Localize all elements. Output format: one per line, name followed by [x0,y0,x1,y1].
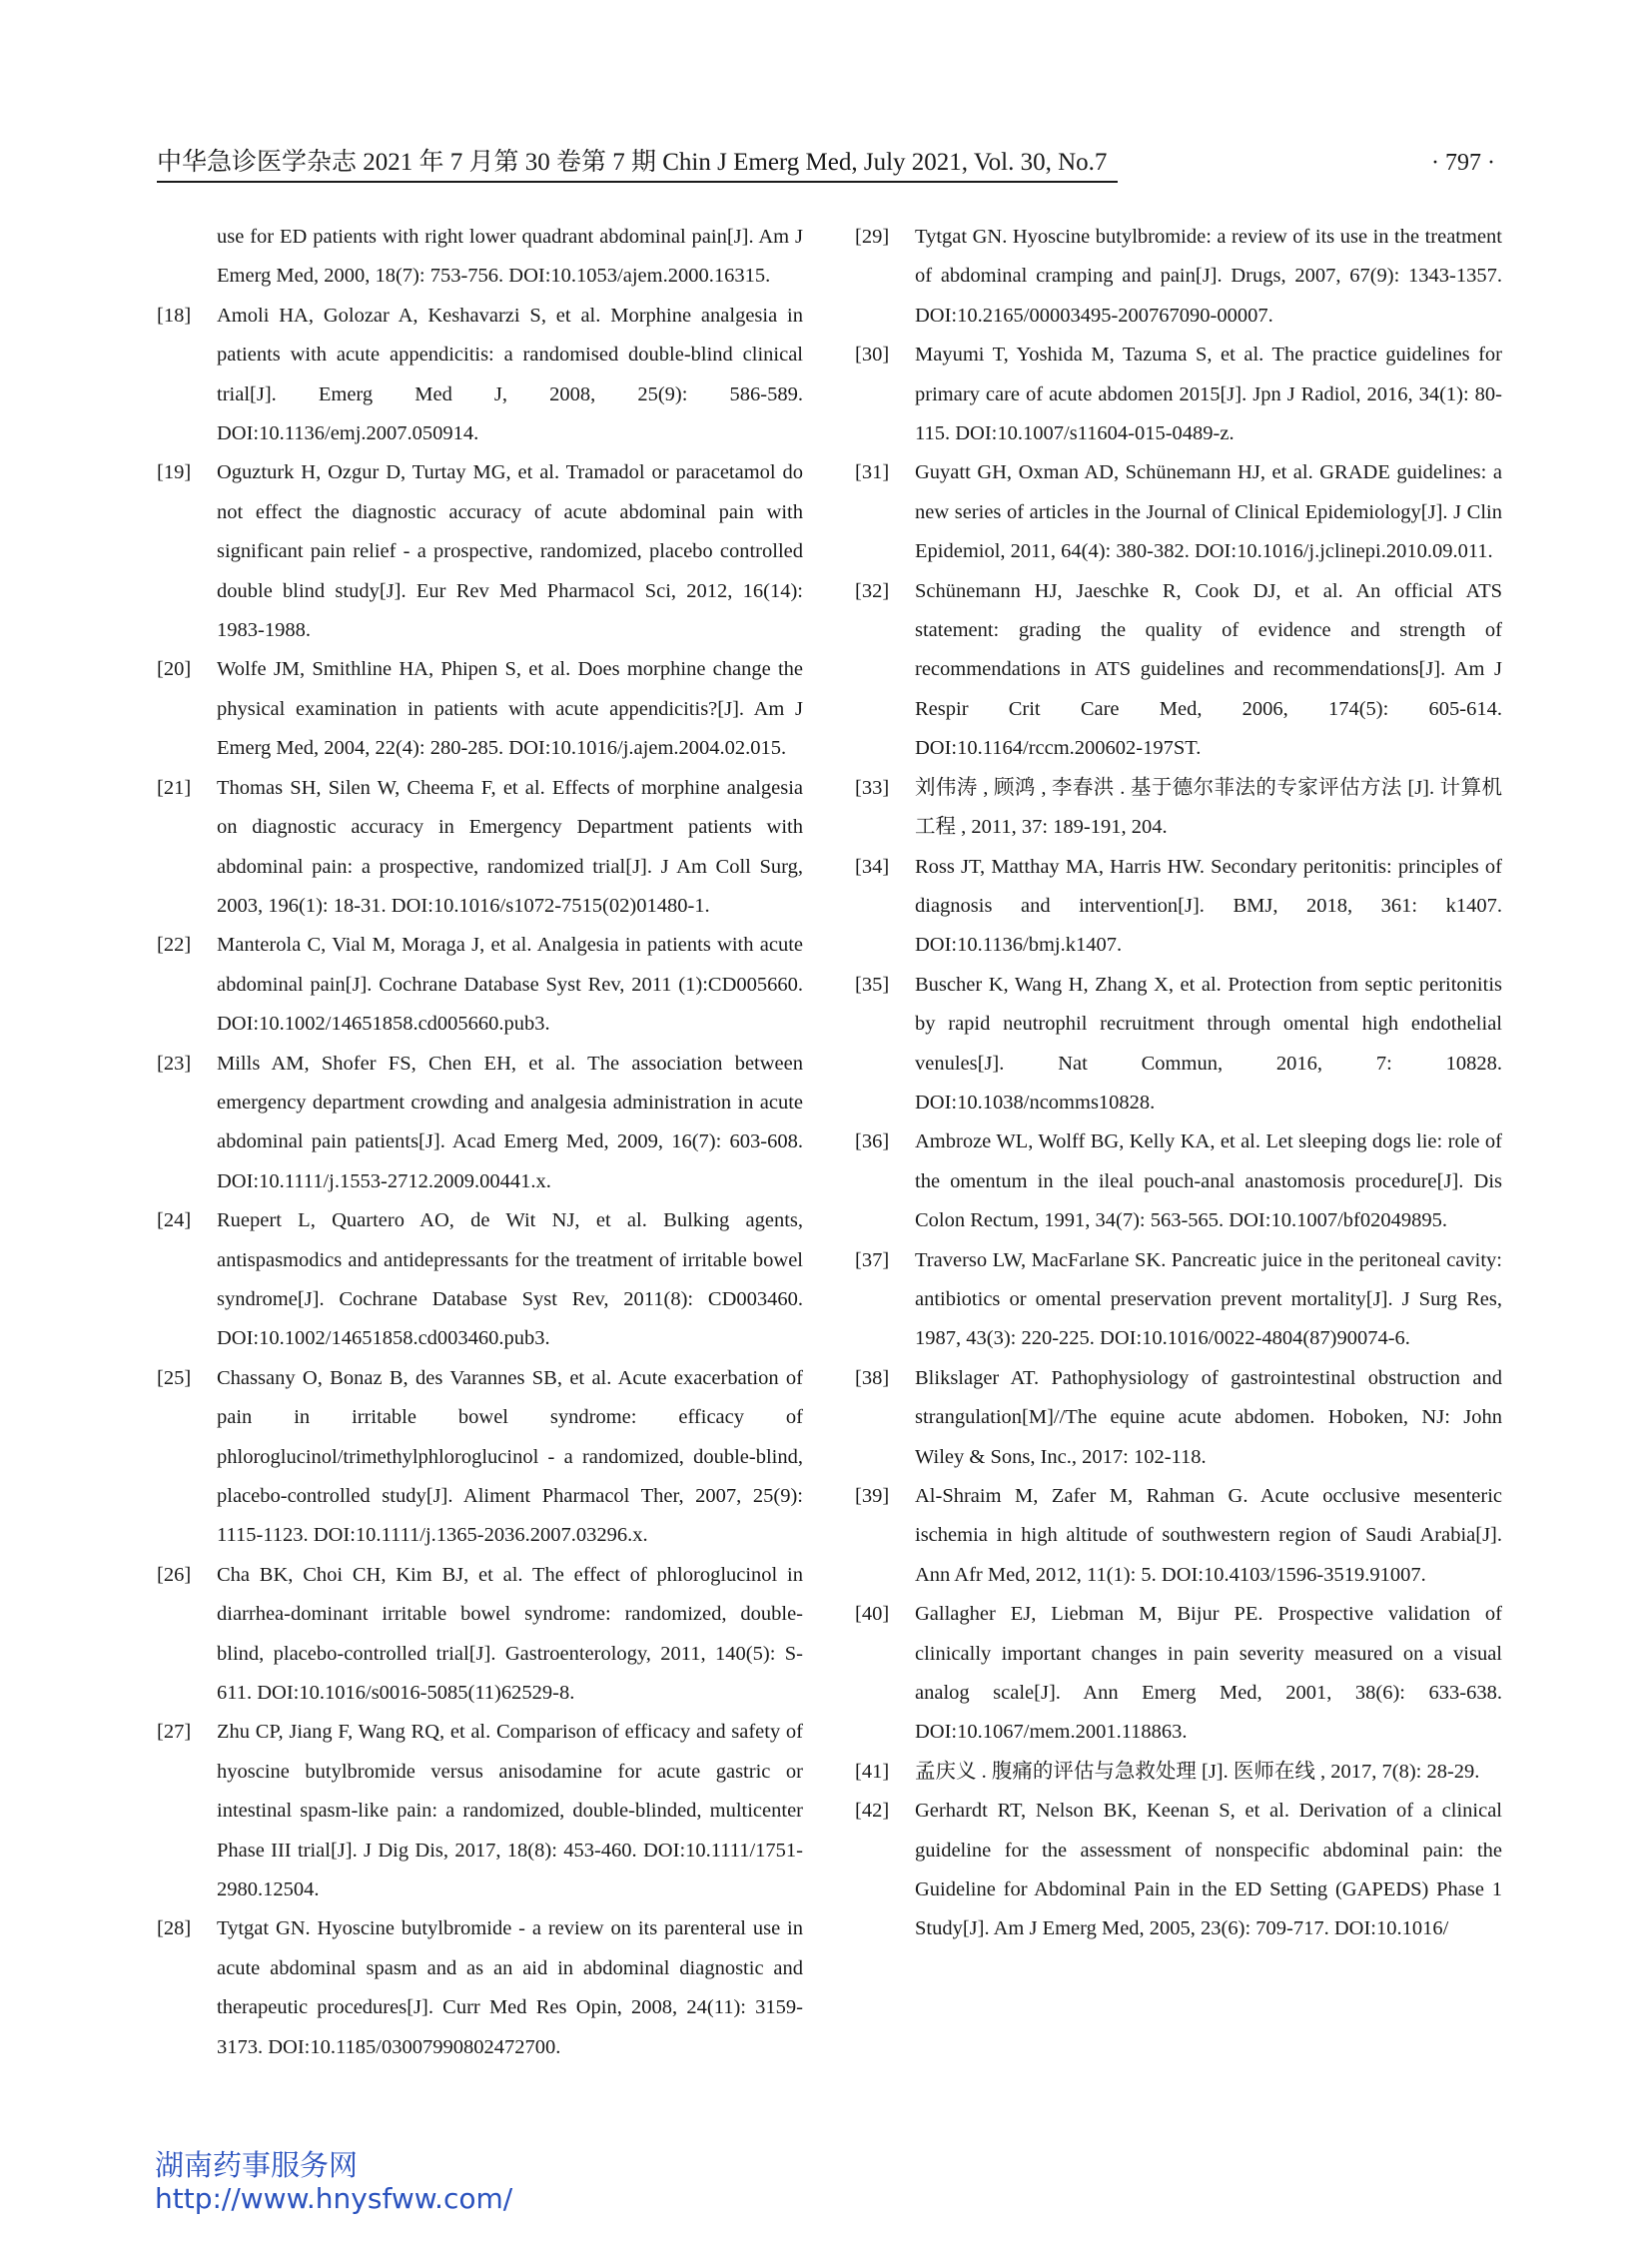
reference-number: [30] [855,344,890,367]
reference-text: Cha BK, Choi CH, Kim BJ, et al. The effect of phloroglucinol in diarrhea-dominant irritable bowel syndrome: randomized, double-blind, placebo-controlled trial[J]. Gastroenterology, 2011, 140(5): S-611. DOI:10.1016/s0016-5085(11)62529-8. [217,1563,803,1705]
reference-text: Guyatt GH, Oxman AD, Schünemann HJ, et al. GRADE guidelines: a new series of articles in the Journal of Clinical Epidemiology[J]. J Clin Epidemiol, 2011, 64(4): 380-382. DOI:10.1016/j.jclinepi.2010.09.011. [915,461,1502,563]
reference-item [855,1359,1502,1477]
reference-item [855,848,1502,966]
reference-item [855,966,1502,1123]
reference-number: [37] [855,1248,890,1271]
reference-number: [24] [157,1209,192,1232]
reference-text: Tytgat GN. Hyoscine butylbromide - a review on its parenteral use in acute abdominal spasm and as an aid in abdominal diagnostic and therapeutic procedures[J]. Curr Med Res Opin, 2008, 24(11): 3159-3173. DOI:10.1185/03007990802472700. [217,1917,803,2058]
reference-text: Wolfe JM, Smithline HA, Phipen S, et al. Does morphine change the physical examination in patients with acute appendicitis?[J]. Am J Emerg Med, 2004, 22(4): 280-285. DOI:10.1016/j.ajem.2004.02.015. [217,658,803,760]
site-name: 湖南药事服务网 [155,2148,359,2182]
reference-item [855,1792,1502,1949]
reference-item [157,926,803,1044]
reference-text: Manterola C, Vial M, Moraga J, et al. Analgesia in patients with acute abdominal pain[J]. Cochrane Database Syst Rev, 2011 (1):CD005660. DOI:10.1002/14651858.cd005660.pub3. [217,934,803,1036]
reference-item [157,650,803,768]
reference-text: Tytgat GN. Hyoscine butylbromide: a review of its use in the treatment of abdominal cramping and pain[J]. Drugs, 2007, 67(9): 1343-1357. DOI:10.2165/00003495-200767090-00007. [915,226,1502,327]
reference-text: Mills AM, Shofer FS, Chen EH, et al. The association between emergency department crowding and analgesia administration in acute abdominal pain patients[J]. Acad Emerg Med, 2009, 16(7): 603-608. DOI:10.1111/j.1553-2712.2009.00441.x. [217,1052,803,1192]
reference-text: Amoli HA, Golozar A, Keshavarzi S, et al. Morphine analgesia in patients with acute appendicitis: a randomised double-blind clinical trial[J]. Emerg Med J, 2008, 25(9): 586-589. DOI:10.1136/emj.2007.050914. [217,304,803,445]
reference-continuation: use for ED patients with right lower quadrant abdominal pain[J]. Am J Emerg Med, 2000, 18(7): 753-756. DOI:10.1053/ajem.2000.16315. [217,226,803,288]
reference-text: Chassany O, Bonaz B, des Varannes SB, et al. Acute exacerbation of pain in irritable bowel syndrome: efficacy of phloroglucinol/trimethylphloroglucinol - a randomized, double-blind, placebo-controlled study[J]. Aliment Pharmacol Ther, 2007, 25(9): 1115-1123. DOI:10.1111/j.1365-2036.2007.03296.x. [217,1366,803,1547]
reference-number: [39] [855,1485,890,1507]
reference-text: 刘伟涛 , 顾鸿 , 李春洪 . 基于德尔菲法的专家评估方法 [J]. 计算机工程 , 2011, 37: 189-191, 204. [915,776,1502,839]
reference-number: [42] [855,1800,890,1823]
reference-number: [38] [855,1366,890,1389]
page-number: · 797 · [1431,150,1495,176]
reference-number: [28] [157,1917,192,1940]
reference-number: [20] [157,658,192,681]
reference-number: [19] [157,461,192,484]
site-url-link[interactable]: http://www.hnysfww.com/ [155,2182,513,2215]
reference-text: 孟庆义 . 腹痛的评估与急救处理 [J]. 医师在线 , 2017, 7(8): 28-29. [915,1760,1480,1783]
reference-item [855,1122,1502,1240]
reference-text: Ross JT, Matthay MA, Harris HW. Secondary peritonitis: principles of diagnosis and intervention[J]. BMJ, 2018, 361: k1407. DOI:10.1136/bmj.k1407. [915,855,1502,957]
reference-number: [27] [157,1721,192,1744]
reference-text: Blikslager AT. Pathophysiology of gastrointestinal obstruction and strangulation[M]//The equine acute abdomen. Hoboken, NJ: John Wiley & Sons, Inc., 2017: 102-118. [915,1366,1502,1468]
reference-text: Oguzturk H, Ozgur D, Turtay MG, et al. Tramadol or paracetamol do not effect the diagnostic accuracy of acute abdominal pain with significant pain relief - a prospective, randomized, placebo controlled double blind study[J]. Eur Rev Med Pharmacol Sci, 2012, 16(14): 1983-1988. [217,461,803,642]
reference-item [157,1359,803,1556]
reference-item [157,1713,803,1909]
reference-text: Zhu CP, Jiang F, Wang RQ, et al. Comparison of efficacy and safety of hyoscine butylbromide versus anisodamine for acute gastric or intestinal spasm-like pain: a randomized, double-blinded, multicenter Phase III trial[J]. J Dig Dis, 2017, 18(8): 453-460. DOI:10.1111/1751-2980.12504. [217,1721,803,1901]
reference-number: [40] [855,1603,890,1626]
reference-text: Schünemann HJ, Jaeschke R, Cook DJ, et al. An official ATS statement: grading the quality of evidence and strength of recommendations in ATS guidelines and recommendations[J]. Am J Respir Crit Care Med, 2006, 174(5): 605-614. DOI:10.1164/rccm.200602-197ST. [915,579,1502,760]
watermark-footer [155,2148,512,2216]
reference-item [855,1753,1502,1792]
reference-number: [23] [157,1052,192,1075]
reference-item [855,336,1502,453]
reference-text: Gallagher EJ, Liebman M, Bijur PE. Prospective validation of clinically important changes in pain severity measured on a visual analog scale[J]. Ann Emerg Med, 2001, 38(6): 633-638. DOI:10.1067/mem.2001.118863. [915,1603,1502,1744]
reference-number: [29] [855,226,890,248]
reference-text: Traverso LW, MacFarlane SK. Pancreatic juice in the peritoneal cavity: antibiotics or omental preservation prevent mortality[J]. J Surg Res, 1987, 43(3): 220-225. DOI:10.1016/0022-4804(87)90074-6. [915,1248,1502,1350]
reference-text: Gerhardt RT, Nelson BK, Keenan S, et al. Derivation of a clinical guideline for the assessment of nonspecific abdominal pain: the Guideline for Abdominal Pain in the ED Setting (GAPEDS) Phase 1 Study[J]. Am J Emerg Med, 2005, 23(6): 709-717. DOI:10.1016/ [915,1800,1502,1940]
reference-number: [33] [855,776,890,799]
reference-number: [26] [157,1563,192,1586]
reference-item [855,1241,1502,1359]
reference-number: [36] [855,1130,890,1153]
reference-item [157,1909,803,2067]
reference-text: Ambroze WL, Wolff BG, Kelly KA, et al. Let sleeping dogs lie: role of the omentum in the ileal pouch-anal anastomosis procedure[J]. Dis Colon Rectum, 1991, 34(7): 563-565. DOI:10.1007/bf02049895. [915,1130,1502,1232]
reference-number: [18] [157,304,192,327]
reference-item [855,1477,1502,1595]
reference-item [855,1595,1502,1753]
reference-item [855,218,1502,336]
reference-text: Thomas SH, Silen W, Cheema F, et al. Effects of morphine analgesia on diagnostic accuracy in Emergency Department patients with abdominal pain: a prospective, randomized trial[J]. J Am Coll Surg, 2003, 196(1): 18-31. DOI:10.1016/s1072-7515(02)01480-1. [217,776,803,917]
reference-number: [22] [157,934,192,957]
reference-item [157,453,803,650]
reference-item [855,572,1502,769]
reference-number: [32] [855,579,890,602]
reference-number: [31] [855,461,890,484]
reference-text: Al-Shraim M, Zafer M, Rahman G. Acute occlusive mesenteric ischemia in high altitude of southwestern region of Saudi Arabia[J]. Ann Afr Med, 2012, 11(1): 5. DOI:10.4103/1596-3519.91007. [915,1485,1502,1586]
references-right-column [855,218,1502,1949]
running-header [157,146,1495,182]
reference-item [157,769,803,927]
reference-number: [21] [157,776,192,799]
reference-item [157,1201,803,1359]
reference-number: [34] [855,855,890,878]
header-underline [157,181,1118,183]
reference-text: Ruepert L, Quartero AO, de Wit NJ, et al. Bulking agents, antispasmodics and antidepressants for the treatment of irritable bowel syndrome[J]. Cochrane Database Syst Rev, 2011(8): CD003460. DOI:10.1002/14651858.cd003460.pub3. [217,1209,803,1350]
reference-item [157,297,803,454]
reference-item [855,453,1502,571]
reference-item [855,769,1502,848]
journal-citation-line: 中华急诊医学杂志 2021 年 7 月第 30 卷第 7 期 Chin J Emerg Med, July 2021, Vol. 30, No.7 [157,149,1108,176]
reference-number: [35] [855,973,890,996]
references-left-column [157,218,803,2067]
reference-item [157,1556,803,1714]
reference-text: Buscher K, Wang H, Zhang X, et al. Protection from septic peritonitis by rapid neutrophil recruitment through omental high endothelial venules[J]. Nat Commun, 2016, 7: 10828. DOI:10.1038/ncomms10828. [915,973,1502,1114]
reference-number: [41] [855,1760,890,1783]
reference-number: [25] [157,1366,192,1389]
reference-text: Mayumi T, Yoshida M, Tazuma S, et al. The practice guidelines for primary care of acute abdomen 2015[J]. Jpn J Radiol, 2016, 34(1): 80-115. DOI:10.1007/s11604-015-0489-z. [915,344,1502,445]
reference-item [157,1045,803,1202]
